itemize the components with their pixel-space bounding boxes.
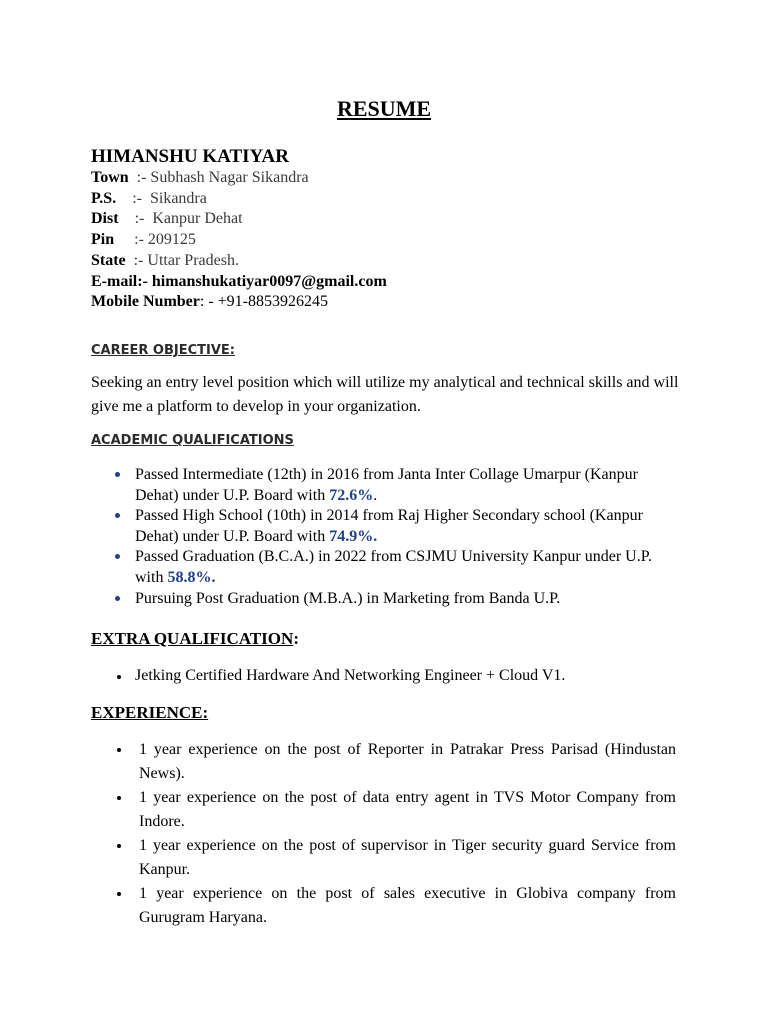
extra-heading-label: EXTRA QUALIFICATION bbox=[91, 629, 294, 648]
career-objective-text: Seeking an entry level position which will utilize my analytical and technical skills and will give me a platform to develop in your organization. bbox=[91, 374, 679, 415]
extra-qualification-heading bbox=[91, 628, 299, 650]
pin-label: Pin bbox=[91, 231, 115, 249]
ps-label: P.S. bbox=[91, 189, 117, 207]
contact-block bbox=[91, 168, 387, 313]
academic-list bbox=[115, 465, 675, 609]
mobile-label: Mobile Number bbox=[91, 293, 200, 311]
town-label: Town bbox=[91, 169, 129, 186]
email-row bbox=[91, 272, 387, 293]
academic-item-percent: 74.9%. bbox=[329, 527, 378, 545]
state-label: State bbox=[91, 251, 126, 269]
academic-item bbox=[115, 547, 675, 588]
mobile-value: : - +91-8853926245 bbox=[199, 293, 328, 311]
experience-list bbox=[115, 738, 676, 930]
bullet-icon bbox=[117, 844, 121, 848]
town-row bbox=[91, 168, 387, 189]
state-row bbox=[91, 251, 387, 272]
academic-item-text: Passed Intermediate (12th) in 2016 from Janta Inter Collage Umarpur (Kanpur Dehat) under U.P. Board with bbox=[135, 466, 638, 504]
bullet-icon bbox=[117, 796, 121, 800]
ps-value: :- Sikandra bbox=[116, 189, 207, 207]
experience-item-text: 1 year experience on the post of sales executive in Globiva company from Gurugram Haryana. bbox=[139, 885, 676, 926]
document-title: RESUME bbox=[336, 96, 432, 121]
academic-item-text: Passed High School (10th) in 2014 from Raj Higher Secondary school (Kanpur Dehat) under U.P. Board with bbox=[135, 507, 643, 545]
experience-heading bbox=[91, 702, 208, 724]
experience-item bbox=[115, 738, 676, 786]
email-label: E-mail bbox=[91, 272, 138, 290]
career-objective-heading: CAREER OBJECTIVE: bbox=[91, 343, 235, 358]
bullet-icon bbox=[117, 892, 121, 896]
experience-item-text: 1 year experience on the post of supervisor in Tiger security guard Service from Kanpur. bbox=[139, 837, 676, 878]
email-value: :- himanshukatiyar0097@gmail.com bbox=[137, 272, 387, 290]
academic-item bbox=[115, 506, 675, 547]
candidate-name: HIMANSHU KATIYAR bbox=[91, 146, 289, 167]
experience-heading-label: EXPERIENCE: bbox=[91, 703, 209, 722]
bullet-icon bbox=[117, 748, 121, 752]
ps-row bbox=[91, 189, 387, 210]
town-value: :- Subhash Nagar Sikandra bbox=[128, 169, 309, 186]
academic-item-text: Passed Graduation (B.C.A.) in 2022 from CSJMU University Kanpur under U.P. with bbox=[135, 548, 652, 586]
academic-item-tail: . bbox=[373, 486, 378, 504]
bullet-icon bbox=[117, 675, 121, 679]
bullet-icon bbox=[115, 472, 120, 477]
academic-item-text: Pursuing Post Graduation (M.B.A.) in Marketing from Banda U.P. bbox=[135, 589, 561, 607]
bullet-icon bbox=[115, 554, 120, 559]
academic-item bbox=[115, 465, 675, 506]
academic-heading: ACADEMIC QUALIFICATIONS bbox=[91, 433, 294, 448]
experience-item-text: 1 year experience on the post of Reporter in Patrakar Press Parisad (Hindustan News). bbox=[139, 741, 676, 782]
experience-item-text: 1 year experience on the post of data entry agent in TVS Motor Company from Indore. bbox=[139, 789, 676, 830]
academic-item bbox=[115, 589, 675, 610]
extra-qualification-list bbox=[115, 665, 675, 687]
extra-item bbox=[115, 665, 675, 687]
experience-item bbox=[115, 786, 676, 834]
experience-item bbox=[115, 834, 676, 882]
dist-row bbox=[91, 209, 387, 230]
bullet-icon bbox=[115, 596, 120, 601]
academic-item-percent: 58.8%. bbox=[167, 568, 216, 586]
academic-item-percent: 72.6% bbox=[329, 486, 374, 504]
dist-label: Dist bbox=[91, 210, 119, 228]
mobile-row bbox=[91, 292, 387, 313]
state-value: :- Uttar Pradesh. bbox=[125, 251, 239, 269]
dist-value: :- Kanpur Dehat bbox=[118, 210, 243, 228]
bullet-icon bbox=[115, 513, 120, 518]
pin-row bbox=[91, 230, 387, 251]
extra-item-text: Jetking Certified Hardware And Networking Engineer + Cloud V1. bbox=[135, 667, 566, 684]
extra-heading-colon: : bbox=[293, 629, 299, 648]
experience-item bbox=[115, 882, 676, 930]
pin-value: :- 209125 bbox=[114, 231, 196, 249]
